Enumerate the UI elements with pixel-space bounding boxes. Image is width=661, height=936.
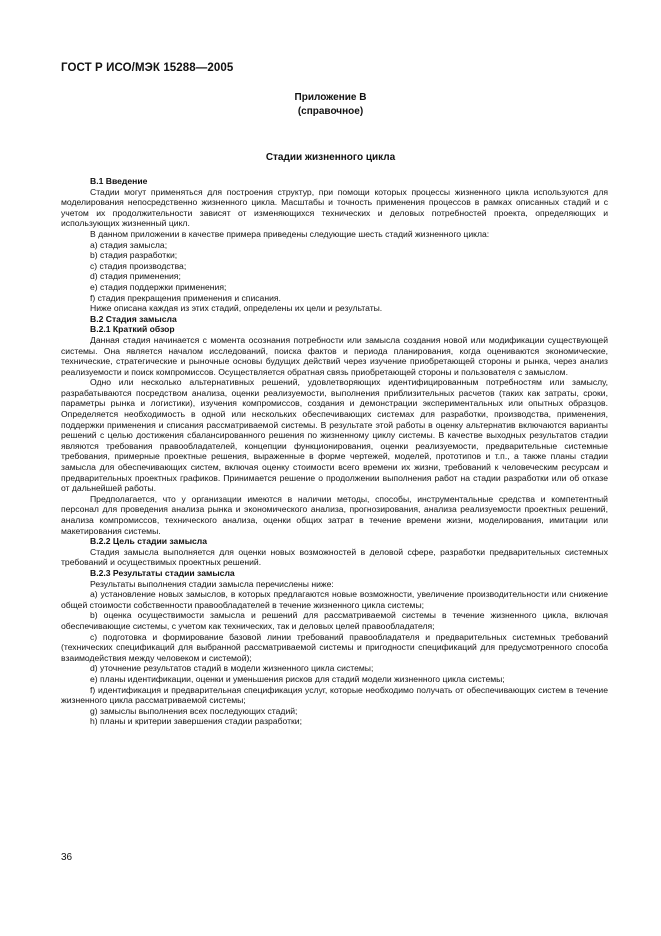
list-item: e) стадия поддержки применения; (90, 281, 227, 292)
list-item: b) стадия разработки; (90, 250, 178, 261)
paragraph: e) планы идентификации, оценки и уменьшения рисков для стадий модели жизненного цикла системы; (90, 673, 505, 684)
list-item: f) стадия прекращения применения и списания. (90, 292, 281, 303)
appendix-note: (справочное) (297, 106, 364, 117)
paragraph: Стадии могут применяться для построения структур, при помощи которых процессы жизненного цикла используются для моделирования непосредственно жизненного цикла. Масштабы и точность применения процессов в рамках описанных стадий и с учетом их продолжительности зависят от изменяющихся технических и деловых потребностей проекта, определяющих и использующих жизненный цикл. (61, 186, 608, 229)
paragraph: Данная стадия начинается с момента осознания потребности или замысла создания новой или модификации существующей системы. Она является началом исследований, поиска фактов и периода планирования, когда оцениваются экономические, технические, стратегические и рыночные основы будущих действий через изучение приобретающей стороны и рынка, через анализ реализуемости и поиск компромиссов. Осуществляется обратная связь приобретающей стороны и пользователя с замыслом. (61, 334, 608, 377)
paragraph: c) подготовка и формирование базовой линии требований правообладателя и предварительных системных требований (технических спецификаций для выбранной рассматриваемой системы и пригодности спецификаций для предусмотренного способа взаимодействия между человеком и системой); (61, 631, 608, 663)
list-item: c) стадия производства; (90, 260, 187, 271)
paragraph: Стадия замысла выполняется для оценки новых возможностей в деловой сфере, разработки предварительных системных требований и осуществимых проектных решений. (61, 546, 608, 568)
page-number: 36 (61, 852, 73, 863)
appendix-title: Приложение В (294, 92, 367, 103)
section-heading: В.2.2 Цель стадии замысла (90, 536, 208, 547)
paragraph: Одно или несколько альтернативных решений, удовлетворяющих идентифицированным потребностям или замыслу, разрабатываются посредством анализа, оценки реализуемости, выполнения приблизительных расчетов (таких как затраты, сроки, параметры рынка и логистики), изучения компромиссов, создания и демонстрации экспериментальных или опытных образцов. Определяется необходимость в одной или нескольких обеспечивающих системах для разработки, производства, применения, поддержки применения и списания рассматриваемой системы. В результате этой работы в оценку альтернатив включаются варианты решений с целью достижения сбалансированного решения по жизненному циклу системы. В качестве выходных результатов стадии являются требования правообладателей, концепции функционирования, оценки реализуемости, предварительные системные требования, примерные проектные решения, выраженные в форме чертежей, моделей, прототипов и т.п., а также планы стадии замысла для обеспечивающих систем, включая оценку стоимости всего времени их жизни, требований к человеческим ресурсам и предварительных проектных графиков. Принимается решение о продолжении выполнения работ на стадии разработки или об отказе от дальнейшей работы. (61, 377, 608, 494)
paragraph: h) планы и критерии завершения стадии разработки; (90, 716, 302, 727)
paragraph: Результаты выполнения стадии замысла перечислены ниже: (90, 578, 334, 589)
section-heading: В.2.1 Краткий обзор (90, 324, 175, 335)
paragraph: d) уточнение результатов стадий в модели жизненного цикла системы; (90, 663, 374, 674)
section-heading: В.2 Стадия замысла (90, 313, 177, 324)
list-item: d) стадия применения; (90, 271, 181, 282)
section-title: Стадии жизненного цикла (265, 152, 396, 163)
paragraph: a) установление новых замыслов, в которых предлагаются новые возможности, увеличение производительности или снижение общей стоимости собственности правообладателей в течение жизненного цикла системы; (61, 589, 608, 610)
section-heading: В.2.3 Результаты стадии замысла (90, 567, 235, 578)
paragraph: Ниже описана каждая из этих стадий, определены их цели и результаты. (90, 303, 383, 314)
list-item: a) стадия замысла; (90, 239, 168, 250)
document-body (61, 176, 608, 727)
section-heading: В.1 Введение (90, 176, 148, 186)
paragraph: b) оценка осуществимости замысла и решений для рассматриваемой системы в течение жизненного цикла, включая обеспечивающие системы, с учетом как технических, так и деловых целей правообладателя; (61, 610, 608, 631)
document-header: ГОСТ Р ИСО/МЭК 15288—2005 (61, 62, 234, 74)
paragraph: g) замыслы выполнения всех последующих стадий; (90, 705, 298, 716)
paragraph: f) идентификация и предварительная спецификация услуг, которые необходимо получать от обеспечивающих систем в течение жизненного цикла рассматриваемой системы; (61, 684, 608, 706)
paragraph: В данном приложении в качестве примера приведены следующие шесть стадий жизненного цикла: (90, 228, 490, 239)
paragraph: Предполагается, что у организации имеются в наличии методы, способы, инструментальные средства и компетентный персонал для проведения анализа рынка и экономического анализа, прогнозирования, анализа реализуемости проектных решений, анализа компромиссов, технического анализа, оценки общих затрат в течение времени жизни, моделирования, имитации или макетирования системы. (61, 493, 608, 536)
